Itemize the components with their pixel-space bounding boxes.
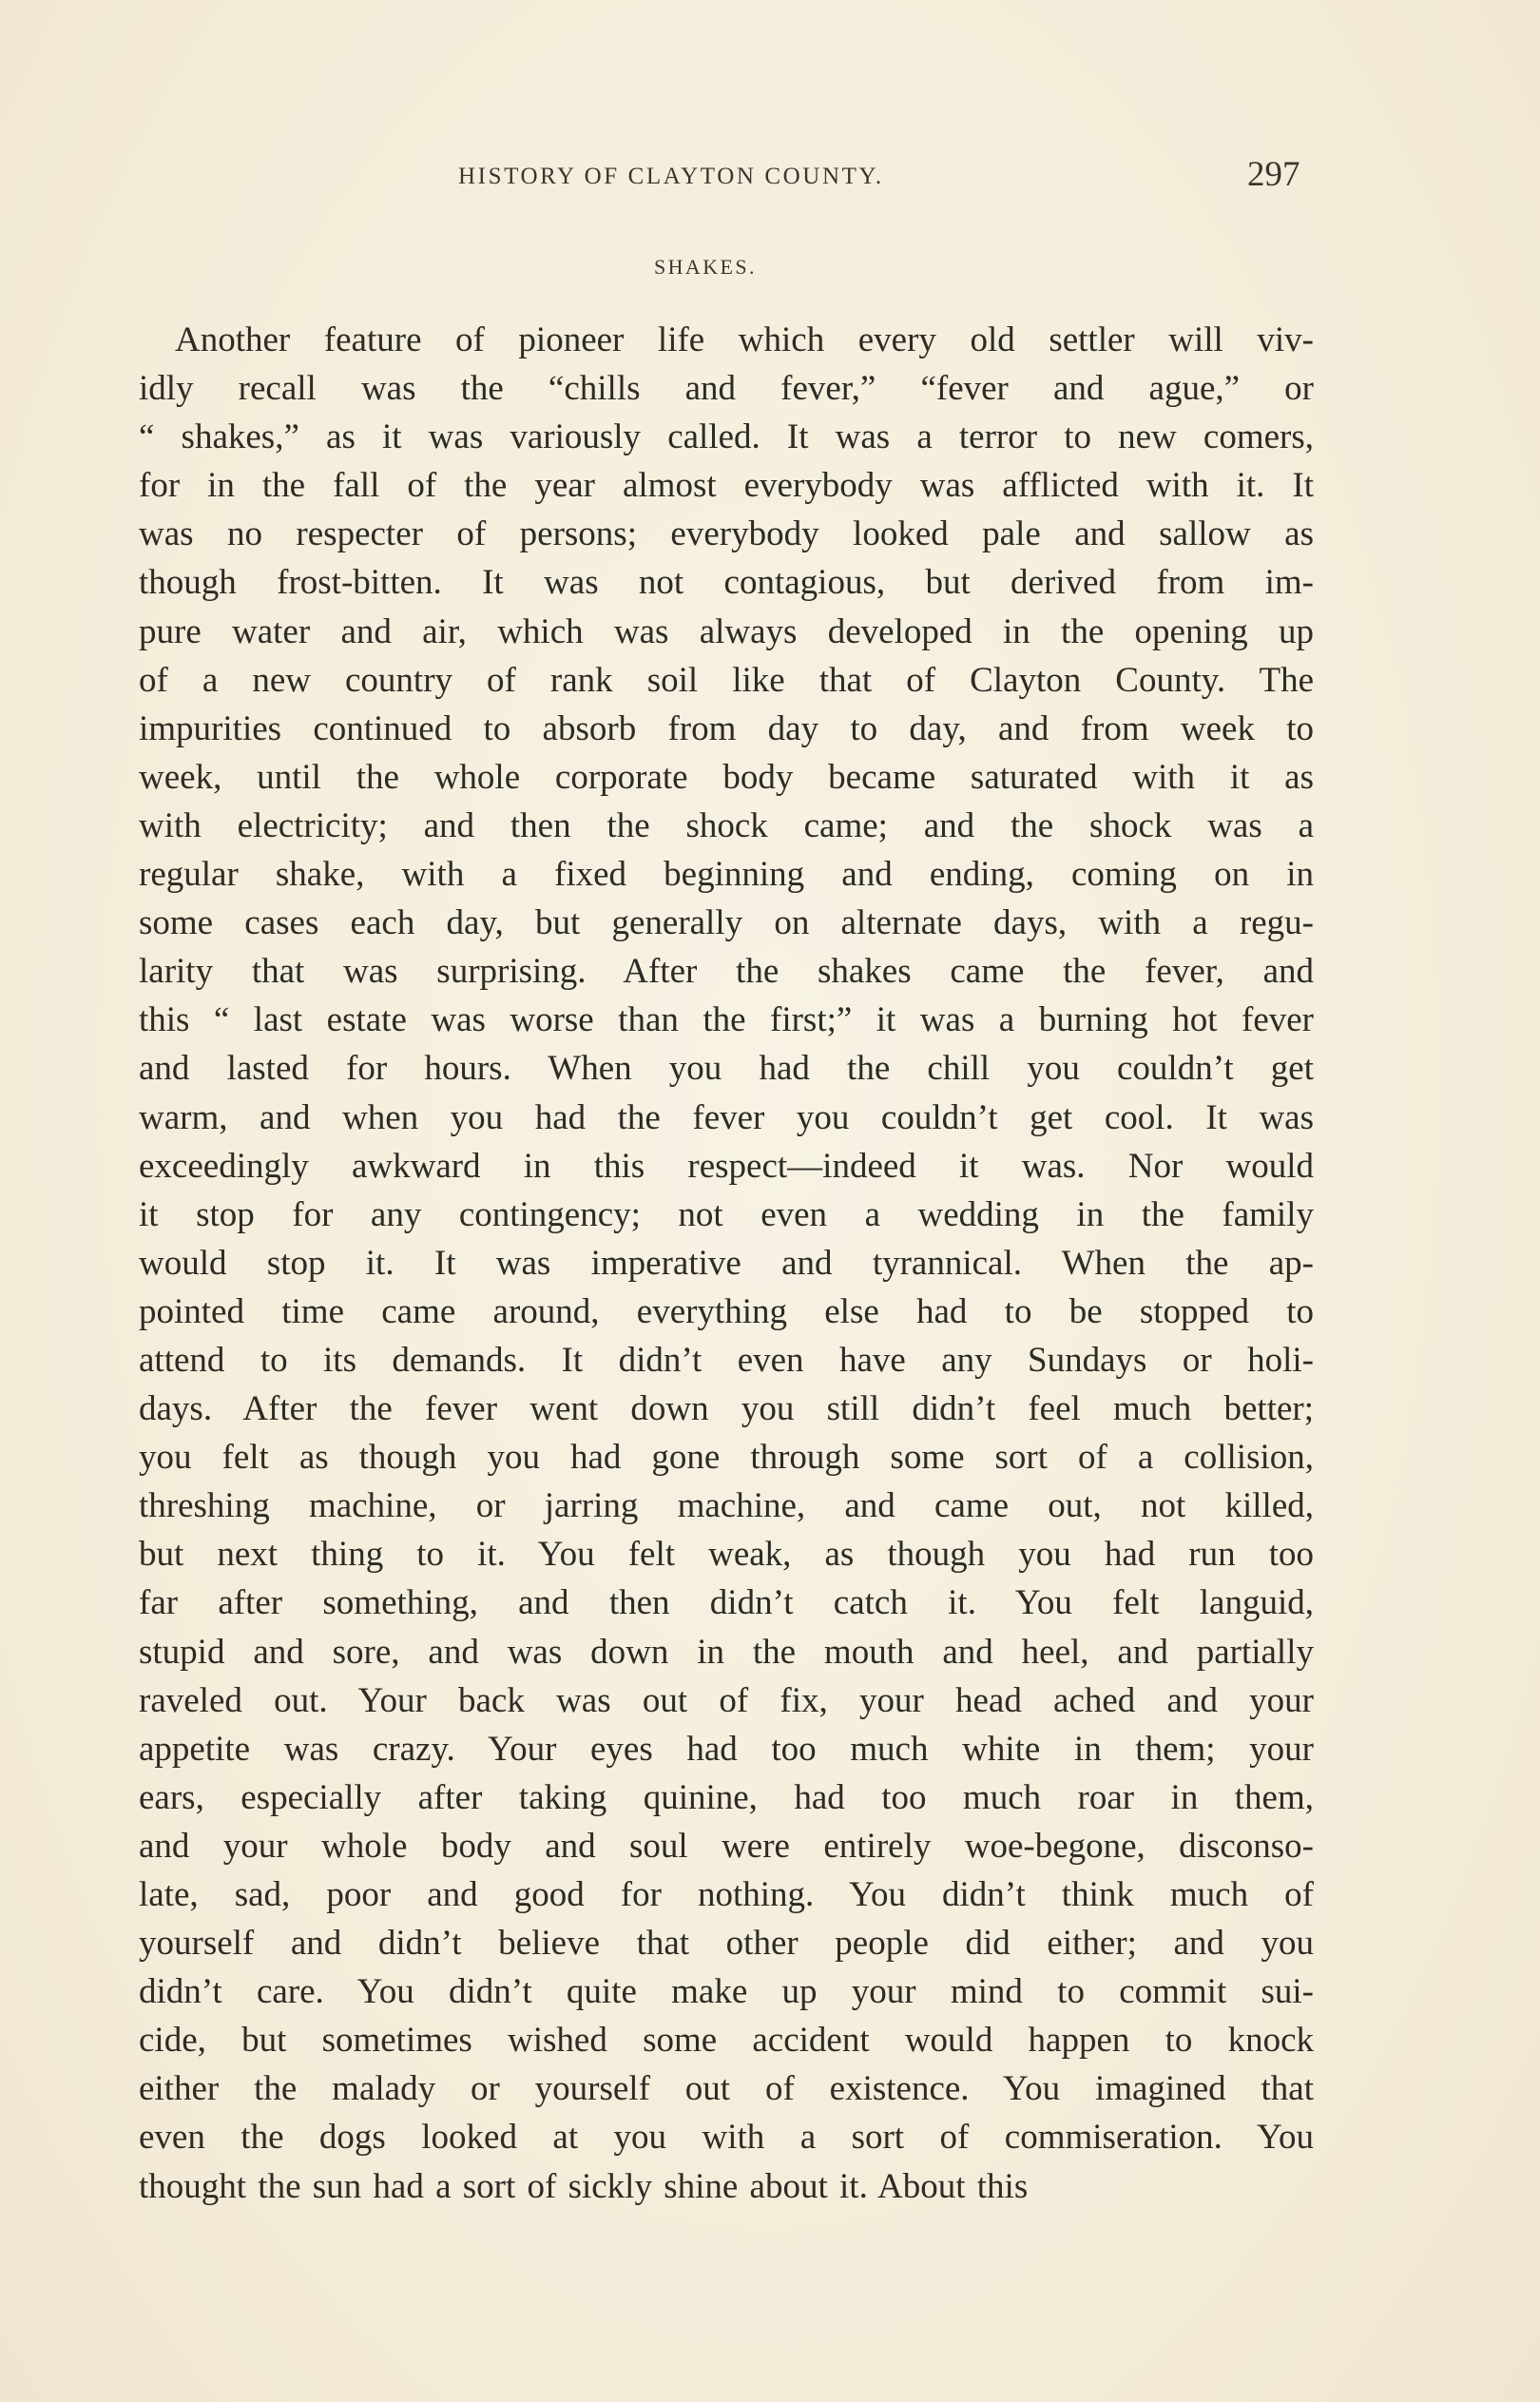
text-line: and lasted for hours. When you had the chill you couldn’t get <box>139 1049 1314 1089</box>
text-line: ears, especially after taking quinine, had too much roar in them, <box>139 1777 1314 1817</box>
text-line: appetite was crazy. Your eyes had too much white in them; your <box>139 1729 1314 1769</box>
text-line: either the malady or yourself out of existence. You imagined that <box>139 2069 1314 2109</box>
text-line: stupid and sore, and was down in the mouth and heel, and partially <box>139 1632 1314 1672</box>
text-line: days. After the fever went down you still didn’t feel much better; <box>139 1389 1314 1429</box>
text-line: attend to its demands. It didn’t even have any Sundays or holi- <box>139 1340 1314 1380</box>
text-line: threshing machine, or jarring machine, and came out, not killed, <box>139 1486 1314 1526</box>
text-line: you felt as though you had gone through some sort of a collision, <box>139 1438 1314 1478</box>
body-paragraph <box>139 316 1314 2211</box>
text-line: would stop it. It was imperative and tyrannical. When the ap- <box>139 1243 1314 1283</box>
text-line: thought the sun had a sort of sickly shine about it. About this <box>139 2166 1029 2206</box>
text-line: raveled out. Your back was out of fix, your head ached and your <box>139 1680 1314 1720</box>
text-line: pure water and air, which was always developed in the opening up <box>139 611 1314 651</box>
text-line: idly recall was the “chills and fever,” “fever and ague,” or <box>139 369 1314 409</box>
text-line: cide, but sometimes wished some accident would happen to knock <box>139 2021 1314 2061</box>
text-line: far after something, and then didn’t catch it. You felt languid, <box>139 1583 1314 1623</box>
section-heading: SHAKES. <box>654 255 757 279</box>
text-line: “ shakes,” as it was variously called. It was a terror to new comers, <box>139 417 1314 457</box>
text-line: didn’t care. You didn’t quite make up your mind to commit sui- <box>139 1972 1314 2012</box>
text-line: week, until the whole corporate body became saturated with it as <box>139 757 1314 797</box>
text-line: of a new country of rank soil like that of Clayton County. The <box>139 660 1314 700</box>
text-line: was no respecter of persons; everybody looked pale and sallow as <box>139 514 1314 554</box>
text-line: regular shake, with a fixed beginning and ending, coming on in <box>139 855 1314 895</box>
text-line: warm, and when you had the fever you couldn’t get cool. It was <box>139 1097 1314 1137</box>
text-line: though frost-bitten. It was not contagious, but derived from im- <box>139 563 1314 603</box>
text-line: for in the fall of the year almost everybody was afflicted with it. It <box>139 466 1314 506</box>
page-number: 297 <box>1247 155 1300 194</box>
text-line: this “ last estate was worse than the first;” it was a burning hot fever <box>139 1000 1314 1040</box>
text-line: pointed time came around, everything else had to be stopped to <box>139 1291 1314 1331</box>
text-line: impurities continued to absorb from day to day, and from week to <box>139 708 1314 748</box>
text-line: even the dogs looked at you with a sort of commiseration. You <box>139 2118 1314 2158</box>
text-line: it stop for any contingency; not even a wedding in the family <box>139 1194 1314 1234</box>
text-line: larity that was surprising. After the shakes came the fever, and <box>139 952 1314 992</box>
text-line: exceedingly awkward in this respect—indeed it was. Nor would <box>139 1146 1314 1186</box>
text-line: and your whole body and soul were entirely woe-begone, disconso- <box>139 1826 1314 1866</box>
text-line: late, sad, poor and good for nothing. You didn’t think much of <box>139 1875 1314 1914</box>
text-line: with electricity; and then the shock came; and the shock was a <box>139 805 1314 845</box>
text-line: but next thing to it. You felt weak, as though you had run too <box>139 1535 1314 1575</box>
text-line: some cases each day, but generally on alternate days, with a regu- <box>139 903 1314 943</box>
running-head: HISTORY OF CLAYTON COUNTY. <box>458 164 884 189</box>
text-line: yourself and didn’t believe that other people did either; and you <box>139 1924 1314 1964</box>
text-line: Another feature of pioneer life which every old settler will viv- <box>175 320 1314 359</box>
